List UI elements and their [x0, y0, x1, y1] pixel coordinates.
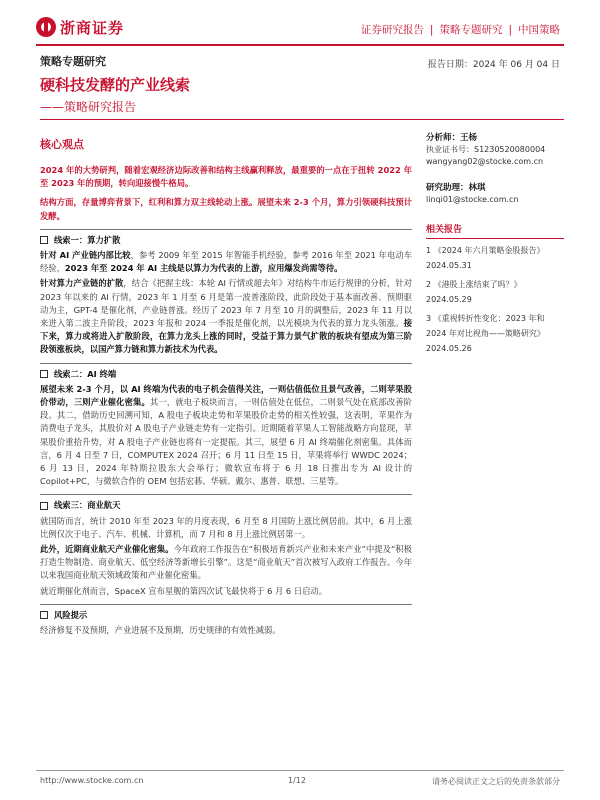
section-title: 线索一：算力扩散 [40, 234, 412, 247]
core-heading: 核心观点 [40, 138, 84, 151]
checkbox-icon [40, 502, 48, 510]
section-divider [40, 363, 412, 364]
nav-item-research-report: 证券研究报告 [360, 24, 424, 36]
section-paragraph: 就国防而言，统计 2010 年至 2023 年的月度表现，6 月至 8 月国防上涨比例居前。其中，6 月上涨比例仅次于电子、汽车、机械、计算机，而 7 月和 8 月上涨比例居第一。 [40, 515, 412, 539]
footer-url[interactable]: http://www.stocke.com.cn [40, 776, 144, 785]
related-report-item[interactable]: 1 《2024 年六月策略金股报告》 2024.05.31 [426, 246, 545, 270]
section-paragraph: 此外，近期商业航天产业催化密集。今年政府工作报告在“积极培育新兴产业和未来产业”中提及“积极打造生物制造、商业航天、低空经济等新增长引擎”。这是“商业航天”首次被写入政府工作报告。今年以来我国商业航天领域政策和产业催化密集。 [40, 544, 412, 581]
assistant-name: 研究助理：林琪 [426, 183, 486, 193]
footer-divider [36, 770, 564, 771]
section-paragraph: 针对算力产业链的扩散，结合《把握主线：本轮 AI 行情或超去年》对结构牛市运行规律的分析，针对 2023 年以来的 AI 行情，2023 年 1 月至 6 月是第一波普涨阶段，此阶段处于基本面改善、预期驱动为主，GPT-4 是催化剂，产业链普涨。经历了 2023 年 7 月至 10 月的调整后，2023 年 11 月以来进入第二波主升阶段，2023 年报和 2024 一季报是催化剂，以光模块为代表的算力龙头领涨。接下来，算力或将进入扩散阶段，在算力龙头上涨的同时，受益于算力景气扩散的板块有望成为第三阶段领涨板块，以国产算力链和算力新技术为代表。 [40, 278, 412, 355]
section-divider [40, 229, 412, 230]
section-divider [40, 604, 412, 605]
assistant-email[interactable]: linqi01@stocke.com.cn [426, 195, 519, 204]
logo-icon [36, 17, 56, 37]
checkbox-icon [40, 370, 48, 378]
main-content [40, 132, 412, 639]
report-date: 报告日期：2024 年 06 月 04 日 [427, 60, 560, 70]
related-report-item[interactable]: 3 《重视转折性变化：2023 年和 2024 年对比视角——策略研究》 2024.05.26 [426, 314, 545, 353]
related-reports-heading: 相关报告 [426, 222, 564, 239]
section-title: 风险提示 [40, 609, 412, 622]
footer-disclaimer: 请务必阅读正文之后的免责条款部分 [432, 777, 560, 786]
header-nav: 证券研究报告 | 策略专题研究 | 中国策略 [360, 24, 560, 36]
risk-paragraph: 经济修复不及预期，产业进展不及预期，历史规律的有效性减弱。 [40, 625, 281, 636]
page-number: 1/12 [288, 776, 306, 785]
report-subtitle: ——策略研究报告 [40, 100, 137, 114]
section-paragraph: 展望未来 2-3 个月，以 AI 终端为代表的电子机会值得关注，一则估值低位且景气改善，二则苹果股价带动，三则产业催化密集。其一，就电子板块而言，一则估值处在低位，二则景气处在底部改善阶段。其二，借助历史回溯可知，A 股电子板块走势和苹果股价走势的相关性较强，这表明，苹果作为消费电子龙头，其股价对 A 股电子产业链走势有一定指引。近期随着苹果人工智能战略方向显现，苹果股价重拾升势，对 A 股电子产业链也将有一定提振。其三，展望 6 月 AI 终端催化剂密集。具体而言，6 月 4 日至 7 日，COMPUTEX 2024 召开；6 月 11 日至 15 日，苹果将举行 WWDC 2024；6 月 13 日，2024 年特斯拉股东大会举行；微软宣布将于 6 月 18 日推出专为 AI 设计的 Copilot+PC，与微软合作的 OEM 包括宏碁、华硕、戴尔、惠普、联想、三星等。 [40, 383, 412, 487]
section-paragraph: 就近期催化剂而言，SpaceX 宣布星舰的第四次试飞最快将于 6 月 6 日启动。 [40, 585, 328, 596]
section-paragraph: 针对 AI 产业链内部比较，参考 2009 年至 2015 年智能手机经验，参考 2016 年至 2021 年电动车经验，2023 年至 2024 年 AI 主线是以算力为代表的上游，应用爆发尚需等待。 [40, 250, 412, 274]
sidebar [426, 132, 564, 356]
header-divider [36, 44, 564, 46]
report-type: 策略专题研究 [40, 55, 106, 68]
core-paragraph-1: 2024 年的大势研判，随着宏观经济边际改善和结构主线赢利释放，最重要的一点在于扭转 2022 年至 2023 年的预期，转向迎接慢牛格局。 [40, 165, 412, 189]
report-title: 硬科技发酵的产业线索 [40, 76, 191, 94]
analyst-name: 分析师：王杨 [426, 133, 478, 143]
checkbox-icon [40, 236, 48, 244]
checkbox-icon [40, 611, 48, 619]
nav-item-china-strategy: 中国策略 [518, 24, 560, 36]
section-divider [40, 494, 412, 495]
company-logo [36, 14, 124, 40]
related-report-item[interactable]: 2 《港股上涨结束了吗？》 2024.05.29 [426, 280, 522, 304]
analyst-cert: 执业证书号：S1230520080004 [426, 145, 546, 154]
section-title: 线索三：商业航天 [40, 499, 412, 512]
core-paragraph-2: 结构方面，存量博弈背景下，红利和算力双主线轮动上涨。展望未来 2-3 个月，算力引领硬科技预计发酵。 [40, 197, 412, 221]
title-divider [40, 119, 564, 120]
logo-text: 浙商证券 [60, 18, 125, 37]
nav-item-strategy-topic: 策略专题研究 [439, 24, 503, 36]
section-title: 线索二：AI 终端 [40, 368, 412, 381]
analyst-email[interactable]: wangyang02@stocke.com.cn [426, 157, 544, 166]
